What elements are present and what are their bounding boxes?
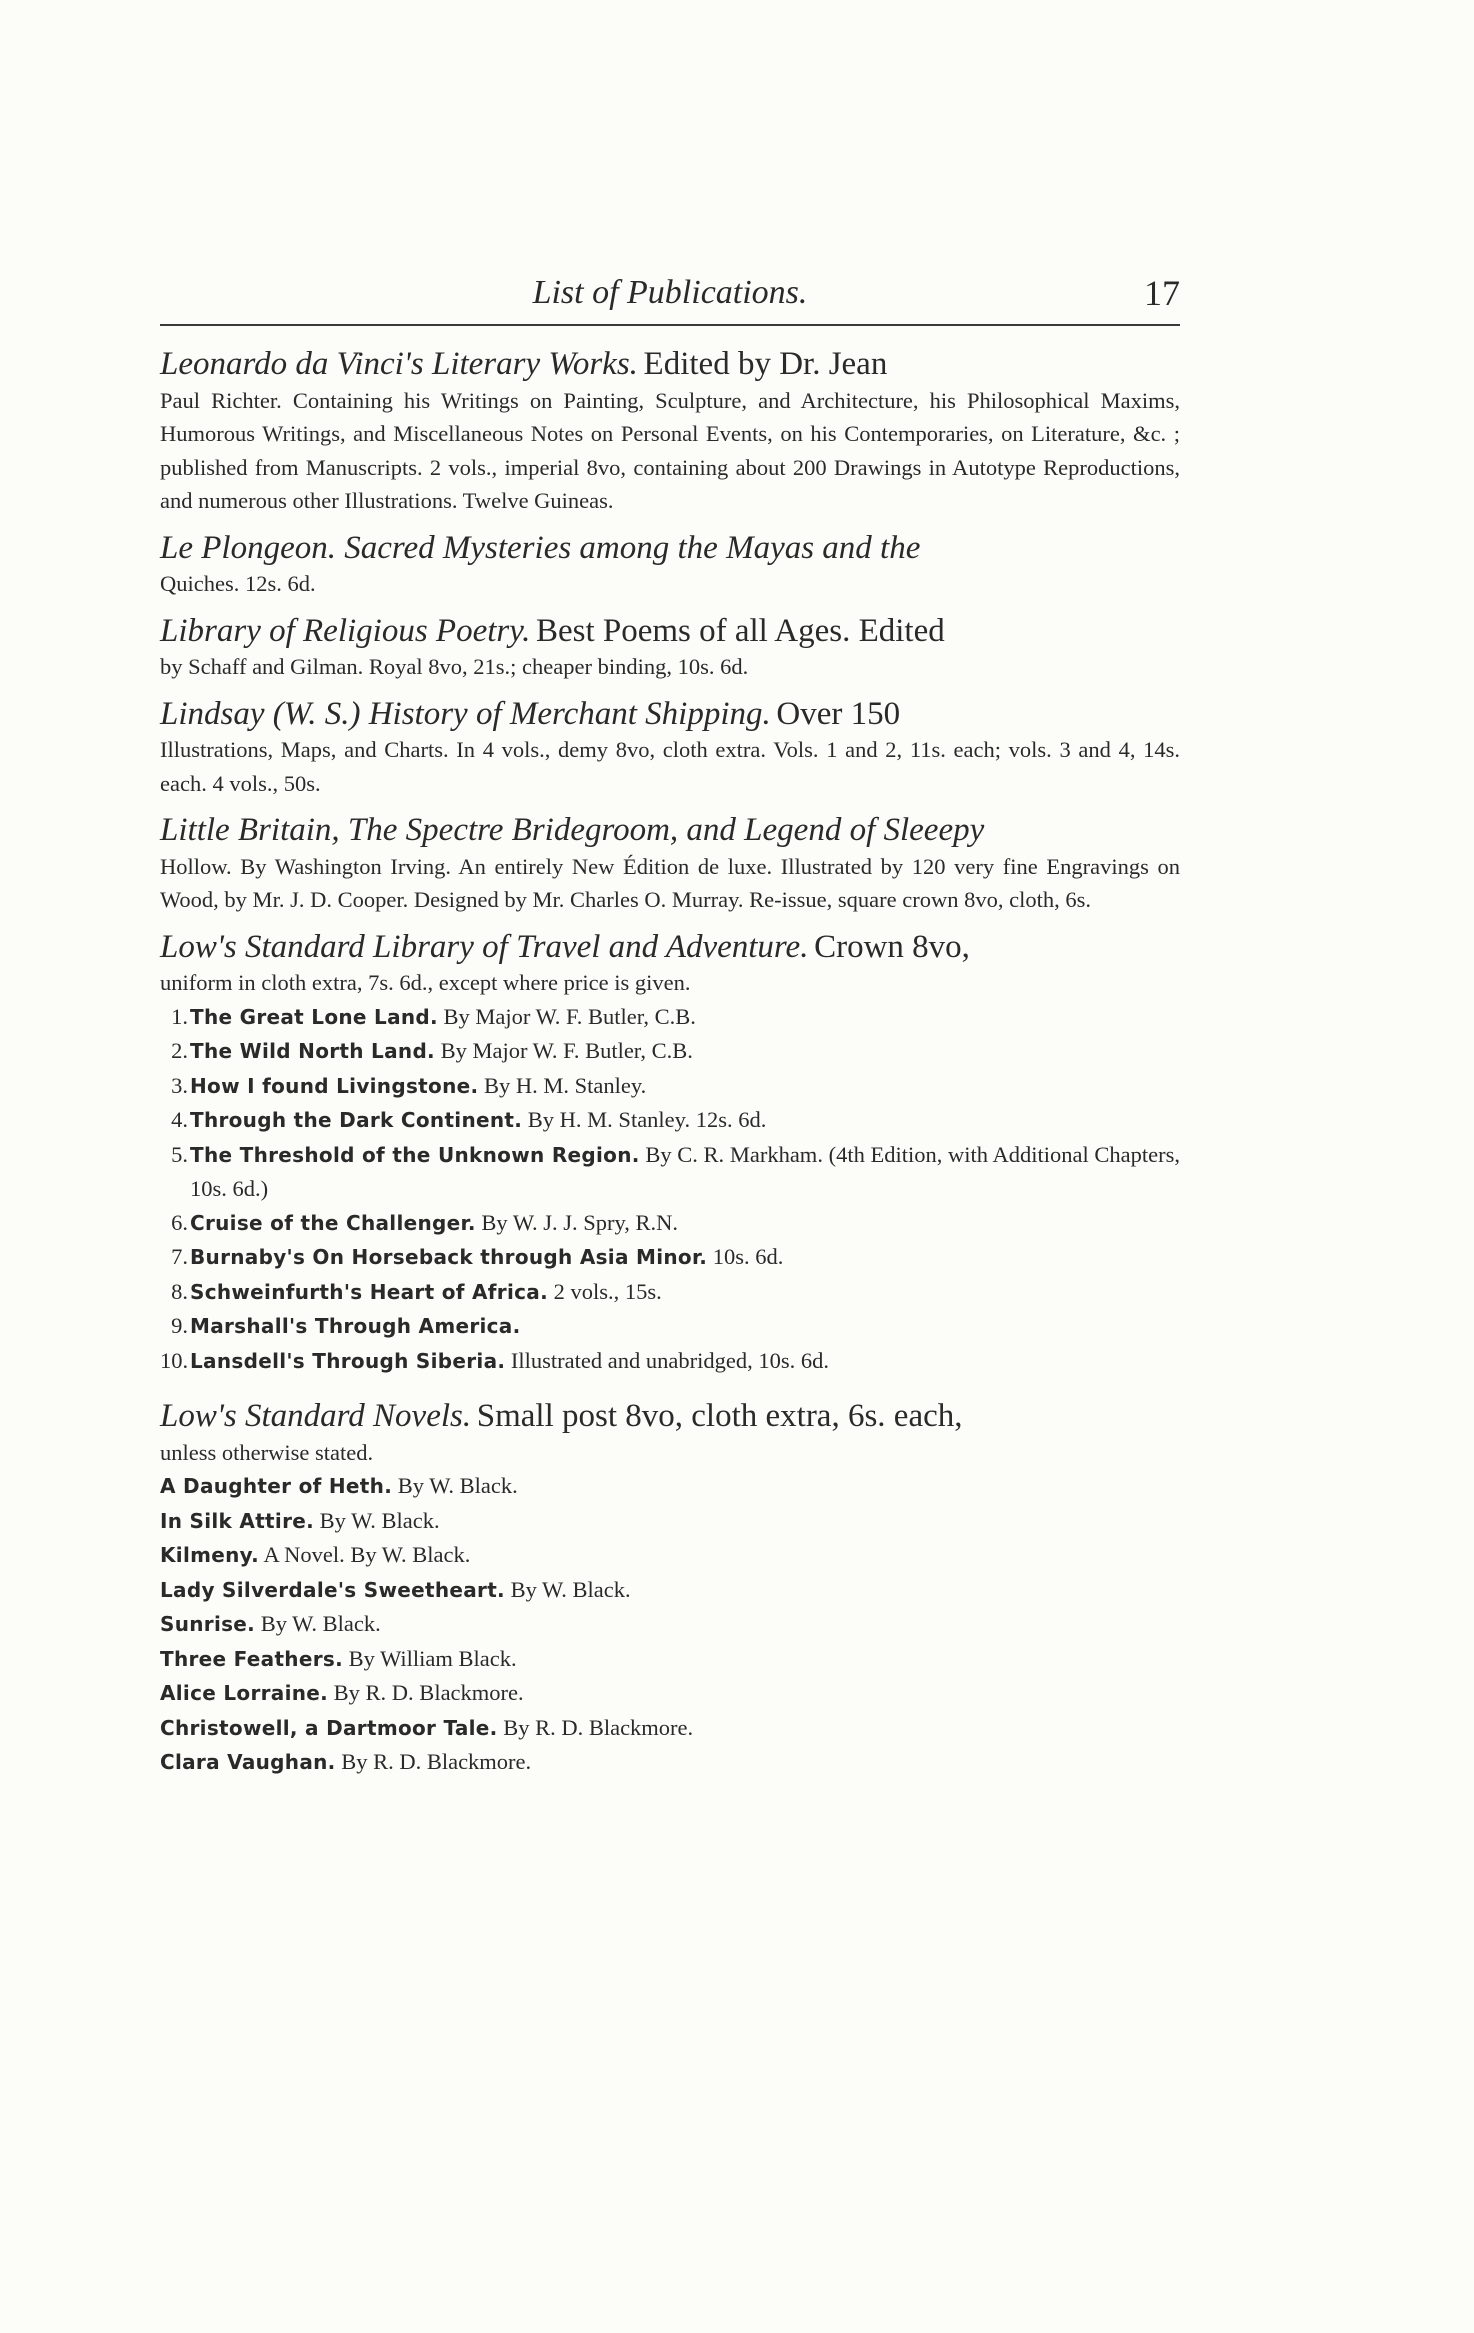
entry-title: Low's Standard Novels.	[160, 1398, 472, 1434]
entry-title: Library of Religious Poetry.	[160, 612, 531, 649]
entry-library-religious-poetry	[160, 612, 1180, 684]
list-item: 1. The Great Lone Land. By Major W. F. Butler, C.B.	[171, 1003, 696, 1029]
entry-lindsay	[160, 695, 1180, 801]
list-item: 7. Burnaby's On Horseback through Asia Minor. 10s. 6d.	[171, 1244, 784, 1269]
list-item: 8. Schweinfurth's Heart of Africa. 2 vols., 15s.	[171, 1278, 662, 1304]
list-item: In Silk Attire. By W. Black.	[160, 1507, 440, 1533]
list-item: 5. The Threshold of the Unknown Region. By C. R. Markham. (4th Edition, with Additional Chapters, 10s. 6d.)	[171, 1141, 1181, 1201]
list-item: A Daughter of Heth. By W. Black.	[160, 1473, 518, 1498]
entry-lead: Crown 8vo,	[814, 928, 970, 965]
entry-lead: Small post 8vo, cloth extra, 6s. each,	[476, 1398, 963, 1434]
list-item: Lady Silverdale's Sweetheart. By W. Black.	[160, 1576, 631, 1602]
running-title: List of Publications.	[532, 274, 808, 311]
entry-body: uniform in cloth extra, 7s. 6d., except where price is given.	[160, 970, 691, 995]
list-item: 6. Cruise of the Challenger. By W. J. J. Spry, R.N.	[171, 1209, 679, 1235]
entry-low-standard-library	[160, 928, 1181, 1379]
entry-lead: Edited by Dr. Jean	[643, 346, 888, 382]
entry-title: Le Plongeon. Sacred Mysteries among the Mayas and the	[160, 529, 921, 566]
entry-little-britain	[160, 814, 1180, 917]
entry-low-standard-novels	[160, 1400, 1180, 1780]
entry-title: Leonardo da Vinci's Literary Works.	[160, 346, 638, 382]
page-header	[160, 270, 1180, 326]
entry-title: Lindsay (W. S.) History of Merchant Shipping.	[160, 695, 771, 732]
library-list	[160, 1000, 1180, 1379]
entry-lead: Best Poems of all Ages. Edited	[535, 612, 945, 649]
entry-le-plongeon	[160, 529, 1180, 601]
entry-leonardo	[160, 348, 1180, 518]
entry-body: Hollow. By Washington Irving. An entirely New Édition de luxe. Illustrated by 120 very fine Engravings on Wood, by Mr. J. D. Cooper. Designed by Mr. Charles O. Murray. Re-issue, square crown 8vo, cloth, 6s.	[160, 853, 1180, 912]
page-body	[160, 330, 1180, 1780]
list-item: Three Feathers. By William Black.	[160, 1645, 517, 1671]
list-item: 2. The Wild North Land. By Major W. F. Butler, C.B.	[171, 1038, 693, 1063]
page-number: 17	[1144, 273, 1180, 313]
list-item: Clara Vaughan. By R. D. Blackmore.	[160, 1749, 532, 1774]
entry-lead: Over 150	[776, 695, 901, 732]
list-item: Kilmeny. A Novel. By W. Black.	[160, 1542, 471, 1567]
entry-body: unless otherwise stated.	[160, 1439, 374, 1465]
entry-body: Illustrations, Maps, and Charts. In 4 vols., demy 8vo, cloth extra. Vols. 1 and 2, 11s. each; vols. 3 and 4, 14s. each. 4 vols., 50s.	[160, 737, 1180, 796]
list-item: Christowell, a Dartmoor Tale. By R. D. Blackmore.	[160, 1714, 694, 1740]
list-item: 10. Lansdell's Through Siberia. Illustrated and unabridged, 10s. 6d.	[160, 1347, 829, 1373]
list-item: 9. Marshall's Through America.	[171, 1313, 521, 1338]
list-item: Sunrise. By W. Black.	[160, 1611, 381, 1636]
entry-body: by Schaff and Gilman. Royal 8vo, 21s.; cheaper binding, 10s. 6d.	[160, 654, 749, 679]
list-item: 3. How I found Livingstone. By H. M. Stanley.	[171, 1072, 647, 1098]
list-item: 4. Through the Dark Continent. By H. M. Stanley. 12s. 6d.	[171, 1107, 767, 1132]
entry-body: Paul Richter. Containing his Writings on Painting, Sculpture, and Architecture, his Philosophical Maxims, Humorous Writings, and Miscellaneous Notes on Personal Events, on his Contemporaries, on Literature, &c. ; published from Manuscripts. 2 vols., imperial 8vo, containing about 200 Drawings in Autotype Reproductions, and numerous other Illustrations. Twelve Guineas.	[160, 387, 1180, 513]
entry-title: Low's Standard Library of Travel and Adventure.	[160, 928, 809, 965]
entry-title: Little Britain, The Spectre Bridegroom, and Legend of Sleeepy	[160, 812, 985, 848]
list-item: Alice Lorraine. By R. D. Blackmore.	[160, 1680, 524, 1705]
entry-body: Quiches. 12s. 6d.	[160, 571, 316, 596]
novels-list	[160, 1469, 1180, 1780]
